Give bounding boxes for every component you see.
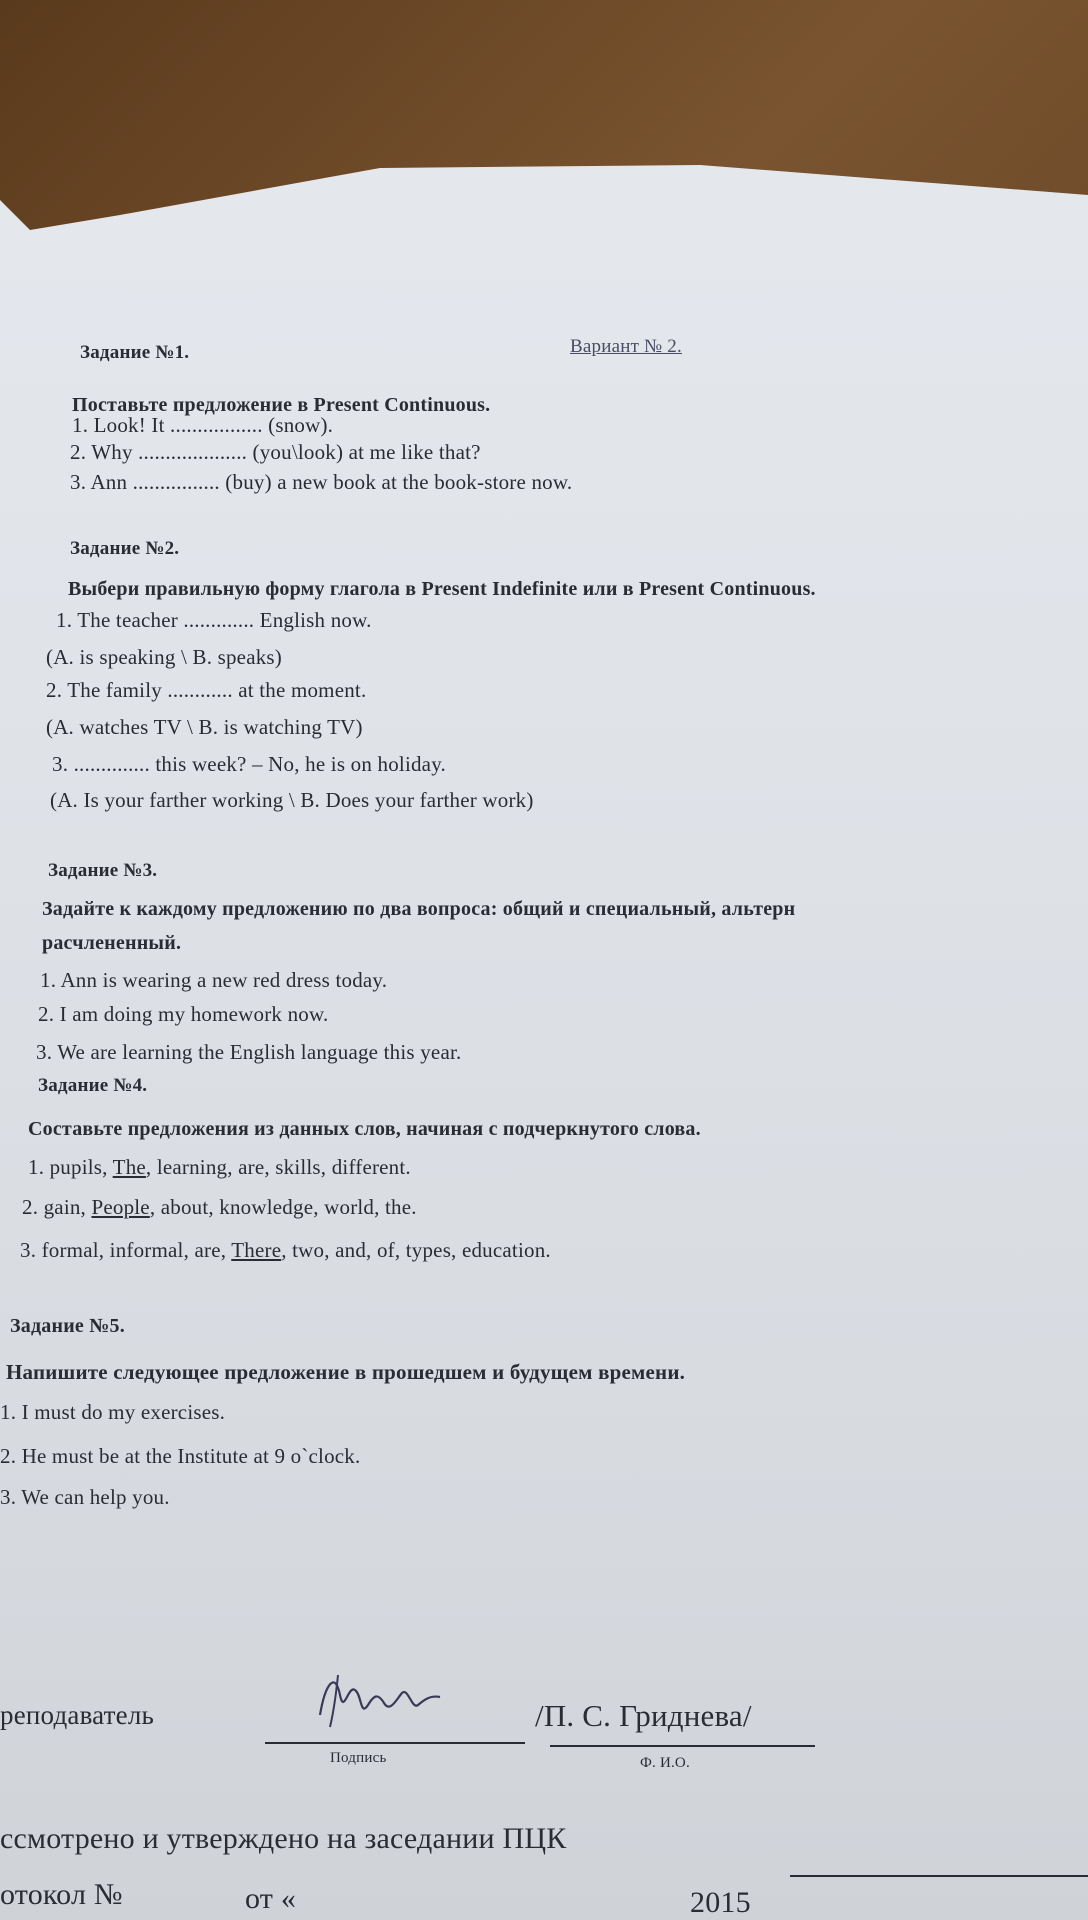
task1-line-3: 3. Ann ................ (buy) a new book at the book-store now. — [70, 470, 573, 494]
name-line — [550, 1745, 815, 1747]
task3-instruction-1: Задайте к каждому предложению по два вопроса: общий и специальный, альтерн — [42, 898, 796, 920]
task4-item-2: 2. gain, People, about, knowledge, world, the. — [22, 1195, 417, 1219]
task2-line-2: (A. is speaking \ B. speaks) — [46, 645, 282, 669]
task3-line-1: 1. Ann is wearing a new red dress today. — [40, 968, 388, 992]
variant-label: Вариант № 2. — [570, 336, 682, 357]
task3-title: Задание №3. — [48, 860, 158, 881]
teacher-label: реподаватель — [0, 1700, 155, 1730]
task3-line-2: 2. I am doing my homework now. — [38, 1002, 329, 1026]
name-caption: Ф. И.О. — [640, 1755, 690, 1771]
task1-line-2: 2. Why .................... (you\look) at me like that? — [70, 440, 481, 464]
task3-line-3: 3. We are learning the English language this year. — [36, 1040, 462, 1064]
task2-instruction: Выбери правильную форму глагола в Present Indefinite или в Present Continuous. — [68, 578, 816, 600]
task5-instruction: Напишите следующее предложение в прошедшем и будущем времени. — [6, 1360, 686, 1384]
task2-title: Задание №2. — [70, 538, 180, 559]
task2-line-1: 1. The teacher ............. English now. — [56, 608, 372, 632]
task4-title: Задание №4. — [38, 1075, 148, 1096]
protocol-date-label: от « — [245, 1882, 297, 1915]
underlined-word: There — [231, 1238, 282, 1262]
task5-title: Задание №5. — [10, 1315, 125, 1337]
signature-icon — [300, 1655, 460, 1735]
underlined-word: People — [91, 1195, 150, 1219]
underlined-word: The — [112, 1155, 146, 1179]
task1-line-1: 1. Look! It ................. (snow). — [72, 413, 334, 437]
protocol-number-label: отокол № — [0, 1878, 123, 1911]
task5-line-1: 1. I must do my exercises. — [0, 1400, 226, 1424]
task4-instruction: Составьте предложения из данных слов, начиная с подчеркнутого слова. — [28, 1118, 701, 1140]
task1-title: Задание №1. — [80, 342, 190, 363]
task5-line-2: 2. He must be at the Institute at 9 o`clock. — [0, 1444, 361, 1468]
signature-line — [265, 1742, 525, 1744]
task2-line-6: (A. Is your farther working \ B. Does your farther work) — [50, 788, 534, 812]
teacher-name: /П. С. Гриднева/ — [535, 1698, 752, 1733]
approved-text: ссмотрено и утверждено на заседании ПЦК — [0, 1822, 567, 1855]
task5-line-3: 3. We can help you. — [0, 1485, 170, 1509]
task2-line-4: (A. watches TV \ B. is watching TV) — [46, 715, 363, 739]
protocol-year: 2015 — [690, 1886, 751, 1919]
signature-caption: Подпись — [330, 1750, 387, 1766]
task2-line-5: 3. .............. this week? – No, he is on holiday. — [52, 752, 446, 776]
task3-instruction-2: расчлененный. — [42, 932, 182, 954]
task4-item-1: 1. pupils, The, learning, are, skills, different. — [28, 1155, 411, 1179]
approved-line — [790, 1875, 1088, 1877]
task2-line-3: 2. The family ............ at the moment. — [46, 678, 367, 702]
task1-instruction: Поставьте предложение в Present Continuous. — [72, 394, 491, 416]
task4-item-3: 3. formal, informal, are, There, two, and, of, types, education. — [20, 1238, 551, 1262]
